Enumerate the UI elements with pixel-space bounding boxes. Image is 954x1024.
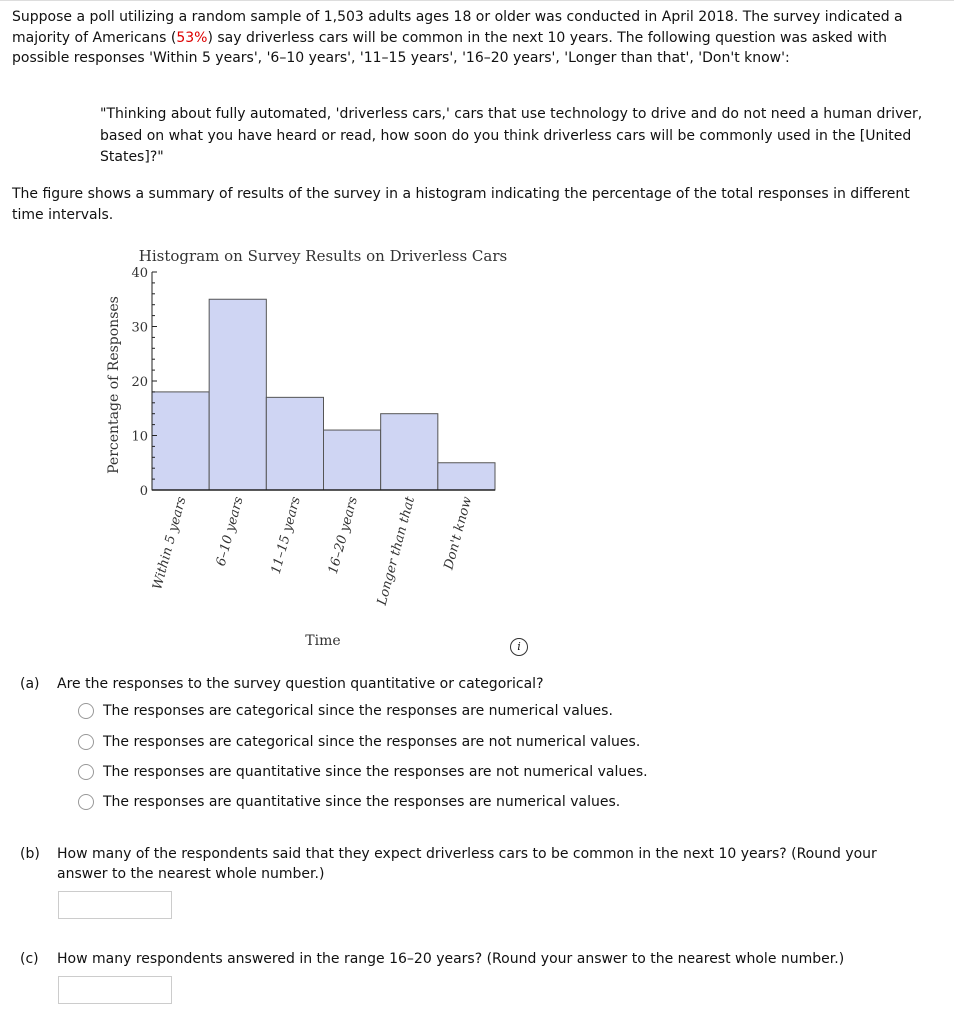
bar (266, 397, 323, 490)
question-b-text: How many of the respondents said that they expect driverless cars to be common in the next 10 years? (Round your answer to the nearest whole number.) (57, 846, 877, 882)
y-tick-label: 0 (139, 484, 148, 499)
question-c-label: (c) (20, 951, 39, 967)
question-a-label: (a) (20, 676, 40, 692)
x-tick-label: Within 5 years (150, 495, 190, 592)
x-axis-label: Time (305, 633, 341, 649)
option-label: The responses are categorical since the responses are not numerical values. (103, 734, 641, 750)
bar (324, 430, 381, 490)
radio-button[interactable] (78, 703, 94, 719)
top-divider (0, 0, 954, 1)
question-c (20, 949, 930, 969)
option-3[interactable] (78, 762, 648, 782)
intro-part1: Suppose a poll utilizing a random sample of 1,503 adults ages 18 or older was conducted in April 2018. The survey indicated a majority of Americans ( (12, 9, 903, 46)
x-tick-label: 16–20 years (325, 495, 361, 576)
intro-part2: ) say driverless cars will be common in the next 10 years. The following question was asked with possible responses 'Within 5 years', '6–10 years', '11–15 years', '16–20 years', 'Longer than that', 'Don't know': (12, 29, 887, 66)
x-tick-label: Longer than that (374, 495, 419, 607)
option-2[interactable] (78, 732, 640, 752)
question-b-label: (b) (20, 846, 40, 862)
radio-button[interactable] (78, 734, 94, 750)
bar (381, 414, 438, 490)
option-1[interactable] (78, 701, 613, 721)
question-a-text: Are the responses to the survey question quantitative or categorical? (57, 676, 544, 692)
option-label: The responses are quantitative since the responses are numerical values. (103, 794, 621, 810)
x-tick-label: Don't know (441, 495, 476, 572)
intro-text (12, 7, 932, 69)
y-axis-label: Percentage of Responses (106, 296, 122, 474)
question-c-text: How many respondents answered in the range 16–20 years? (Round your answer to the nearest whole number.) (57, 951, 845, 967)
survey-quote: "Thinking about fully automated, 'driverless cars,' cars that use technology to drive and do not need a human driver, based on what you have heard or read, how soon do you think driverless cars will be commonly used in the [United States]?" (100, 106, 923, 165)
y-tick-label: 20 (131, 375, 148, 390)
x-tick-label: 11–15 years (268, 495, 304, 576)
chart-title: Histogram on Survey Results on Driverless Cars (138, 247, 508, 265)
highlight-percent: 53% (176, 29, 208, 46)
bar (152, 392, 209, 490)
option-label: The responses are categorical since the responses are numerical values. (103, 703, 613, 719)
option-4[interactable] (78, 792, 620, 812)
y-tick-label: 40 (131, 266, 148, 281)
answer-c-input[interactable] (58, 976, 172, 1004)
bar (438, 463, 495, 490)
y-tick-label: 30 (131, 320, 148, 336)
option-label: The responses are quantitative since the responses are not numerical values. (103, 764, 648, 780)
bar (209, 299, 266, 490)
radio-button[interactable] (78, 794, 94, 810)
info-icon[interactable]: i (510, 638, 528, 656)
x-tick-label: 6–10 years (213, 495, 247, 568)
question-b (20, 844, 930, 884)
question-a (20, 674, 930, 694)
figure-description: The figure shows a summary of results of the survey in a histogram indicating the percentage of the total responses in different time intervals. (12, 186, 910, 223)
y-tick-label: 10 (131, 429, 148, 445)
histogram-chart (0, 230, 560, 660)
radio-button[interactable] (78, 764, 94, 780)
answer-b-input[interactable] (58, 891, 172, 919)
